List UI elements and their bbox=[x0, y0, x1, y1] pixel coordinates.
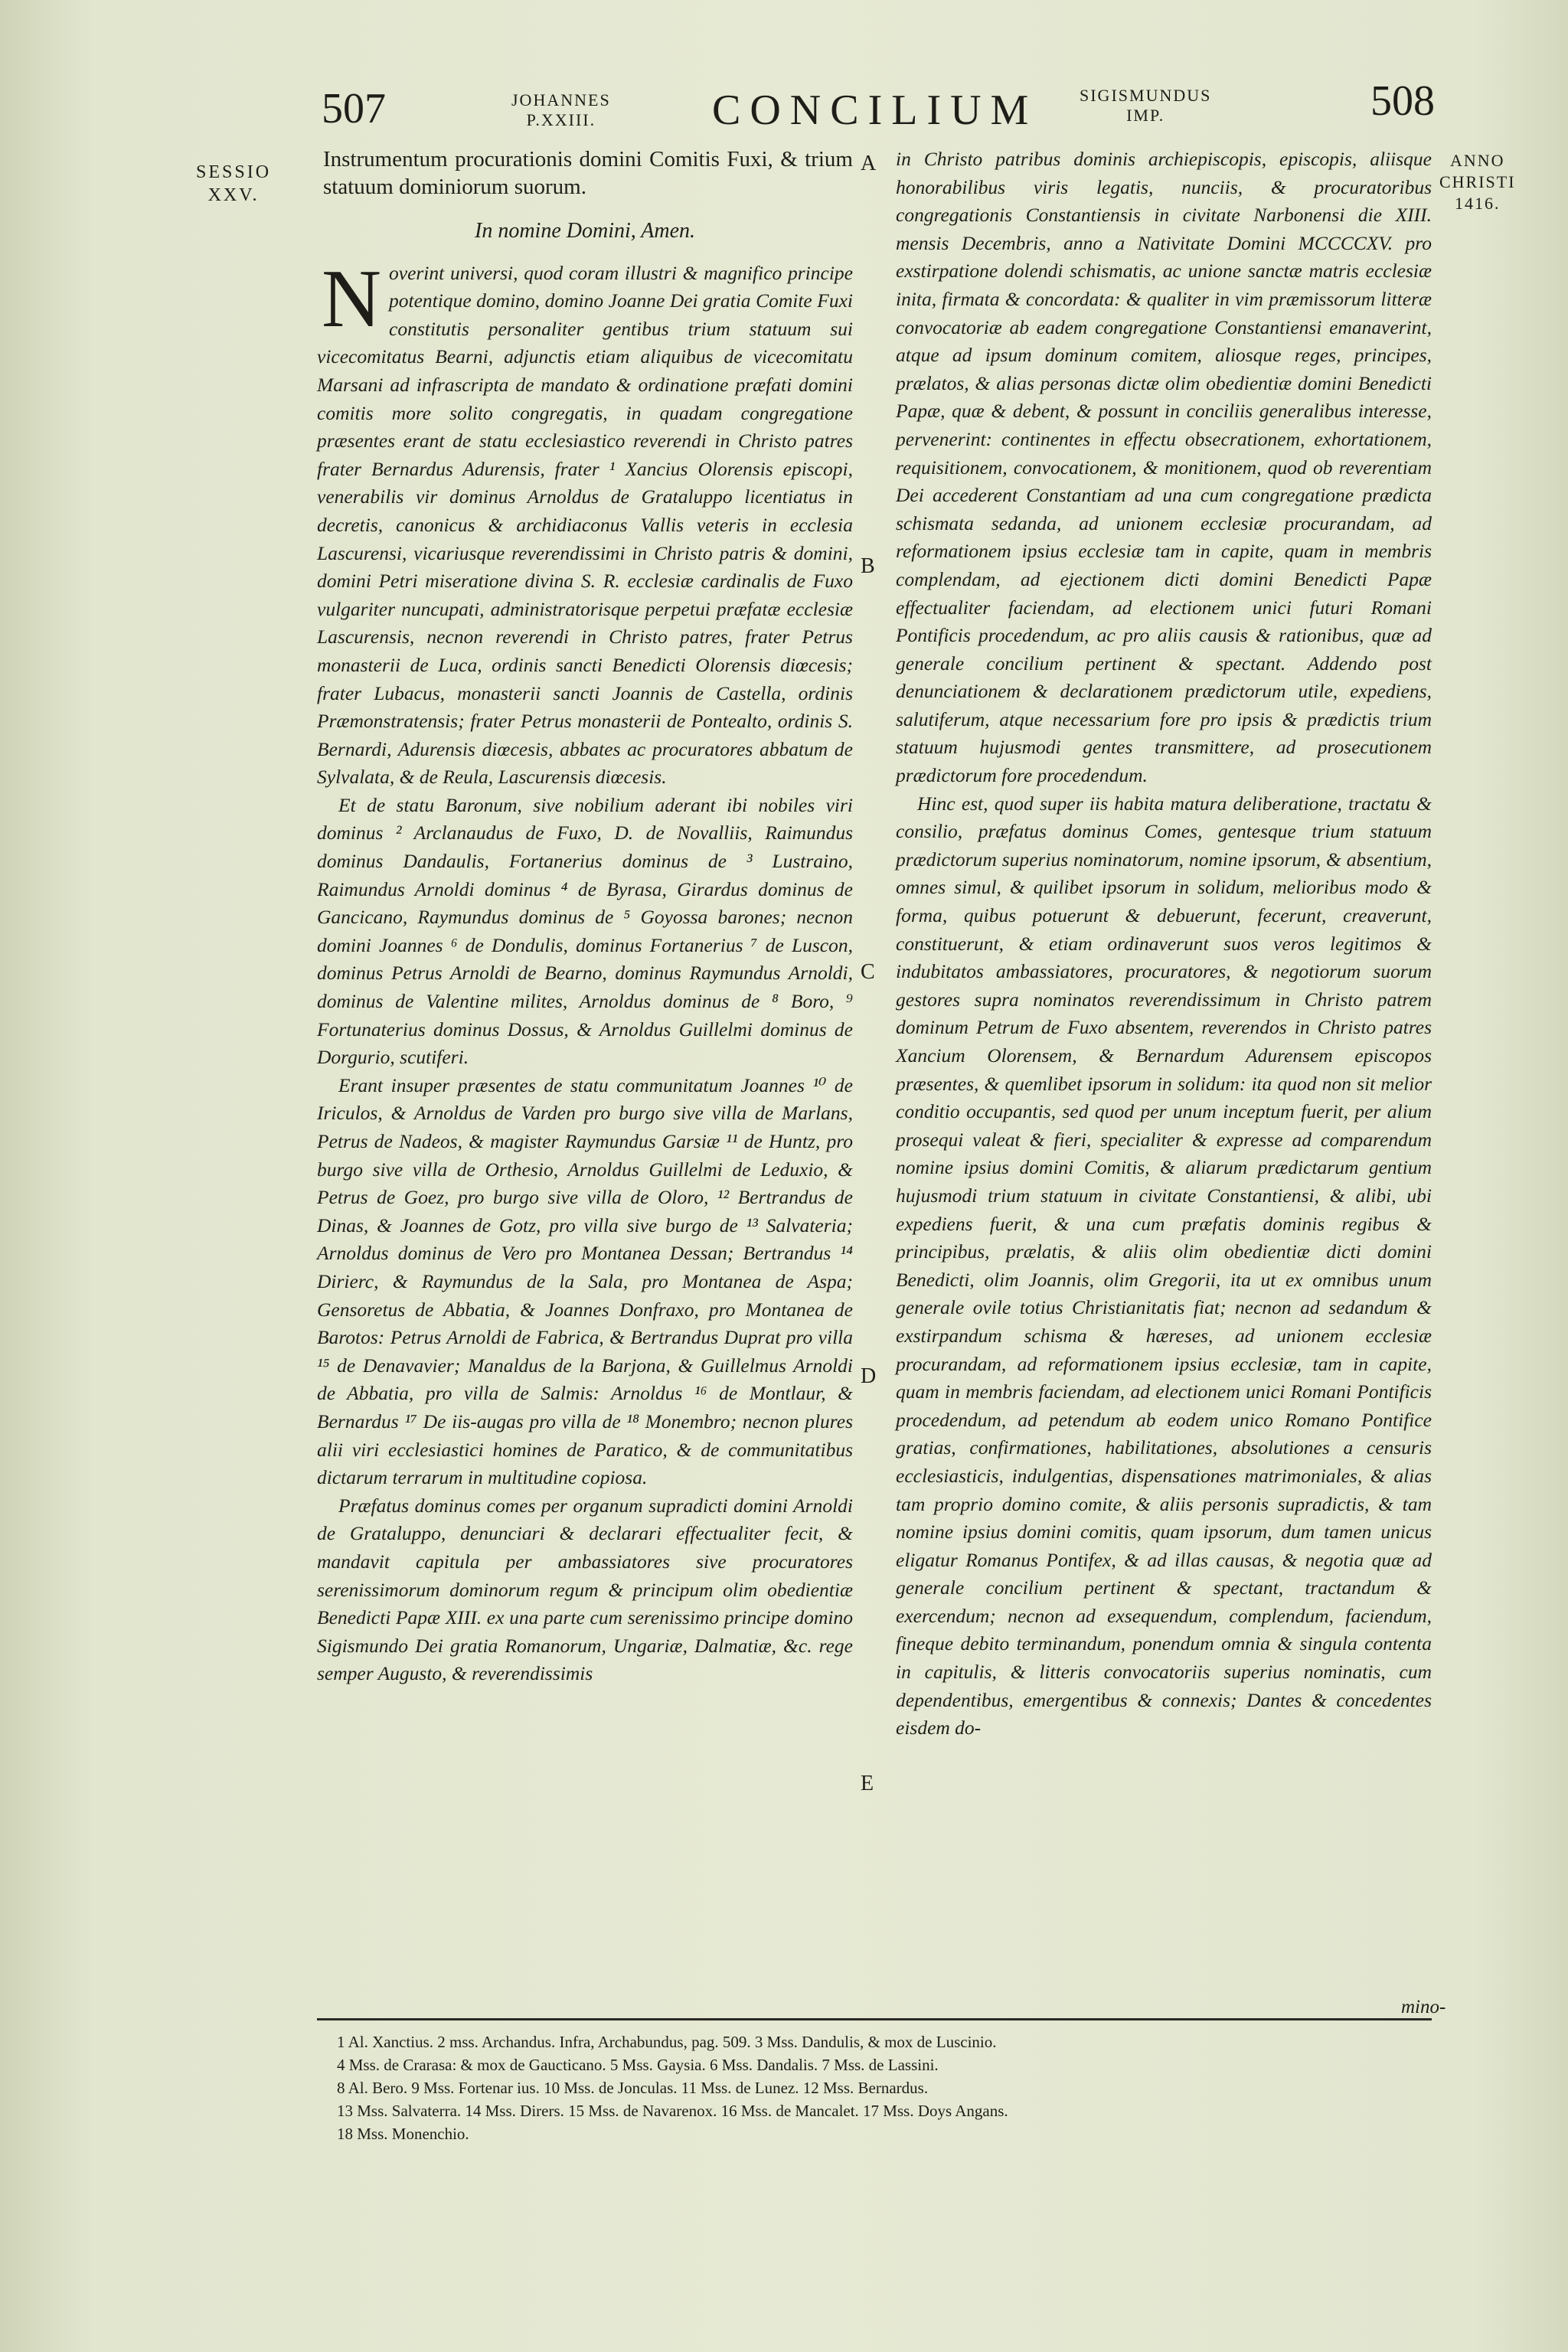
right-text-column bbox=[896, 145, 1432, 1743]
session-number: XXV. bbox=[207, 185, 260, 205]
document-title: Instrumentum procurationis domini Comitis Fuxi, & trium statuum dominiorum suorum. bbox=[323, 147, 853, 199]
footnote-line: 1 Al. Xanctius. 2 mss. Archandus. Infra, Archabundus, pag. 509. 3 Mss. Dandulis, & mox de Luscinio. bbox=[337, 2033, 997, 2051]
page-number-right: 508 bbox=[1370, 77, 1435, 125]
footnote-divider bbox=[317, 2018, 1432, 2020]
running-head-emperor bbox=[1080, 86, 1211, 126]
paragraph-clergy-text: overint universi, quod coram illustri & magnifico principe potentique domino, domino Joanne Dei gratia Comite Fuxi constitutis personaliter gentibus trium statuum sui vicecomitatus Bearni, adjunctis etiam aliquibus de vicecomitatu Marsani ad infrascripta de mandato & ordinatione præfati domini comitis more solito congregatis, in quadam congregatione præsentes erant de statu ecclesiastico reverendi in Christo patres frater Bernardus Adurensis, frater ¹ Xancius Olorensis episcopi, venerabilis vir dominus Arnoldus de Grataluppo licentiatus in decretis, canonicus & archidiaconus Vallis veteris in ecclesia Lascurensi, vicariusque reverendissimi in Christo patris & domini, domini Petri miseratione divina S. R. ecclesiæ cardinalis de Fuxo vulgariter nuncupati, administratorisque perpetui præfatæ ecclesiæ Lascurensis, necnon reverendi in Christo patres, frater Petrus monasterii de Luca, ordinis sancti Benedicti Olorensis diœcesis; frater Lubacus, monasterii sancti Joannis de Castella, ordinis Præmonstratensis; frater Petrus monasterii de Pontealto, ordinis S. Bernardi, Adurensis diœcesis, abbates ac procuratores abbatum de Sylvalata, & de Reula, Lascurensis diœcesis. bbox=[317, 261, 853, 789]
section-letter-e: E bbox=[861, 1772, 874, 1795]
drop-capital: N bbox=[322, 253, 381, 345]
footnote-line: 18 Mss. Monenchio. bbox=[337, 2125, 469, 2143]
christi-label: CHRISTI bbox=[1439, 172, 1516, 191]
footnote-line: 4 Mss. de Crarasa: & mox de Gaucticano. 5 Mss. Gaysia. 6 Mss. Dandalis. 7 Mss. de Lassini. bbox=[337, 2056, 939, 2074]
paragraph-communities: Erant insuper præsentes de statu communitatum Joannes ¹⁰ de Iriculos, & Arnoldus de Varden pro burgo sive villa de Marlans, Petrus de Nadeos, & magister Raymundus Garsiæ ¹¹ de Huntz, pro burgo sive villa de Orthesio, Arnoldus Guillelmi de Leduxio, & Petrus de Goez, pro burgo sive villa de Oloro, ¹² Bertrandus de Dinas, & Joannes de Gotz, pro villa sive burgo de ¹³ Salvateria; Arnoldus dominus de Vero pro Montanea Dessan; Bertrandus ¹⁴ Dirierc, & Raymundus de la Sala, pro Montanea de Aspa; Gensoretus de Abbatia, & Joannes Donfraxo, pro Montanea de Barotos: Petrus Arnoldi de Fabrica, & Bertrandus Duprat pro villa ¹⁵ de Denavavier; Manaldus de la Barjona, & Guillelmus Arnoldi de Abbatia, pro villa de Salmis: Arnoldus ¹⁶ de Montlaur, & Bernardus ¹⁷ De iis-augas pro villa de ¹⁸ Monembro; necnon plures alii viri ecclesiastici homines de Paratico, & de communitatibus dictarum terrarum in multitudine copiosa. bbox=[317, 1073, 853, 1489]
section-letter-c: C bbox=[861, 960, 875, 984]
year-marginal-note bbox=[1439, 150, 1516, 214]
year-value: 1416. bbox=[1455, 194, 1501, 213]
footnote-line: 13 Mss. Salvaterra. 14 Mss. Dirers. 15 Mss. de Navarenox. 16 Mss. de Mancalet. 17 Mss. Doys Angans. bbox=[337, 2102, 1008, 2120]
footnote-line: 8 Al. Bero. 9 Mss. Fortenar ius. 10 Mss. de Jonculas. 11 Mss. de Lunez. 12 Mss. Bernardus. bbox=[337, 2079, 929, 2097]
running-head-pope bbox=[511, 90, 611, 130]
running-head-pope-name: JOHANNES bbox=[511, 90, 611, 109]
session-label: SESSIO bbox=[196, 162, 272, 182]
running-head-emperor-title: IMP. bbox=[1126, 106, 1165, 125]
invocation-heading: In nomine Domini, Amen. bbox=[475, 219, 695, 243]
footnotes bbox=[337, 2030, 1439, 2145]
paragraph-barons: Et de statu Baronum, sive nobilium aderant ibi nobiles viri dominus ² Arclanaudus de Fuxo, D. de Novalliis, Raimundus dominus Dandaulis, Fortanerius dominus de ³ Lustraino, Raimundus Arnoldi dominus ⁴ de Byrasa, Girardus dominus de Gancicano, Raymundus dominus de ⁵ Goyossa barones; necnon domini Joannes ⁶ de Dondulis, dominus Fortanerius ⁷ de Luscon, dominus Petrus Arnoldi de Bearno, dominus Raymundus Arnoldi, dominus de Valentine milites, Arnoldus dominus de ⁸ Boro, ⁹ Fortunaterius dominus Dossus, & Arnoldus Guillelmi dominus de Dorgurio, scutiferi. bbox=[317, 793, 853, 1069]
session-marginal-note bbox=[196, 161, 271, 207]
anno-label: ANNO bbox=[1450, 151, 1505, 170]
page-title: CONCILIUM bbox=[712, 87, 1038, 134]
paragraph-appointment: Hinc est, quod super iis habita matura deliberatione, tractatu & consilio, præfatus dominus Comes, gentesque trium statuum prædictorum superius nominatorum, nomine ipsorum, & absentium, omnes simul, & quilibet ipsorum in solidum, melioribus modo & forma, quibus potuerunt & debuerunt, fecerunt, creaverunt, constituerunt, & etiam ordinaverunt suos veros legitimos & indubitatos ambassiatores, procuratores, & negotiorum suorum gestores supra nominatos reverendissimum in Christo patrem dominum Petrum de Fuxo absentem, reverendos in Christo patres Xancium Olorensem, & Bernardum Adurensem episcopos præsentes, & quemlibet ipsorum in solidum: ita quod non sit melior conditio occupantis, sed quod per unum inceptum fuerit, per alium prosequi valeat & fieri, specialiter & expresse ad comparendum nomine ipsius domini Comitis, & aliarum prædictarum gentium hujusmodi trium statuum in civitate Constantiensi, & alibi, ubi expediens fuerit, & una cum præfatis dominis regibus & principibus, prælatis, & aliis olim obedientiæ dicti domini Benedicti, olim Joannis, olim Gregorii, ita ut ex omnibus unum generale ovile totius Christianitatis fiat; necnon ad sedandum & exstirpandum schisma & hæreses, ad unionem ecclesiæ procurandam, ad reformationem ipsius ecclesiæ, tam in capite, quam in membris faciendam, ad electionem unici Romani Pontificis procedendum, ad petendum ab eodem unico Romano Pontifice gratias, confirmationes, habilitationes, absolutiones a censuris ecclesiasticis, indulgentias, dispensationes matrimoniales, & alias tam proprio domino comite, & aliis personis supradictis, & tam nomine ipsius domini comitis, quam ipsorum, dum tamen unicus eligatur Romanus Pontifex, & ad illas causas, & negotia quæ ad generale concilium pertinent & spectant, tractandum & exercendum; necnon ad exsequendum, complendum, faciendum, fineque debito terminandum, ponendum omnia & singula contenta in capitulis, & litteris convocatoriis superius nominatis, cum dependentibus, emergentibus & connexis; Dantes & concedentes eisdem do- bbox=[896, 792, 1432, 1740]
section-letter-a: A bbox=[861, 152, 877, 175]
running-head-pope-number: P.XXIII. bbox=[526, 110, 596, 129]
paragraph-declaration: Præfatus dominus comes per organum supradicti domini Arnoldi de Grataluppo, denunciari & declarari effectualiter fecit, & mandavit capitula per ambassiatores sive procuratores serenissimorum dominorum regum & principum olim obedientiæ Benedicti Papæ XIII. ex una parte cum serenissimo principe domino Sigismundo Dei gratia Romanorum, Ungariæ, Dalmatiæ, &c. rege semper Augusto, & reverendissimis bbox=[317, 1494, 853, 1685]
section-letter-d: D bbox=[861, 1364, 877, 1388]
running-head-emperor-name: SIGISMUNDUS bbox=[1080, 86, 1212, 105]
catchword: mino- bbox=[1401, 1997, 1446, 2017]
section-letter-b: B bbox=[861, 554, 875, 578]
paragraph-convocation: in Christo patribus dominis archiepiscopis, episcopis, aliisque honorabilibus viris legatis, nunciis, & procuratoribus congregationis Constantiensis in civitate Narbonensi die XIII. mensis Decembris, anno a Nativitate Domini MCCCCXV. pro exstirpatione dolendi schismatis, ac unione sanctæ matris ecclesiæ inita, firmata & concordata: & qualiter in vim præmissorum litteræ convocatoriæ ab eadem congregatione Constantiensi emanaverint, atque ad ipsum dominum comitem, aliosque reges, principes, prælatos, & alias personas dictæ olim obedientiæ domini Benedicti Papæ, quæ & debent, & possunt in conciliis generalibus interesse, pervenerint: continentes in effectu obsecrationem, exhortationem, requisitionem, convocationem, & monitionem, quod ob reverentiam Dei accederent Constantiam ad una cum congregatione prædicta schismata sedanda, ad unionem ecclesiæ procurandam, ad reformationem ipsius ecclesiæ tam in capite, quam in membris complendam, ad ejectionem dicti domini Benedicti Papæ effectualiter faciendam, ad electionem unici futuri Romani Pontificis procedendum, ac pro aliis causis & rationibus, quæ ad generale concilium pertinent & spectant. Addendo post denunciationem & declarationem prædictorum utile, expediens, salutiferum, atque necessarium fore pro ipsis & prædictis trium statuum hujusmodi gentes transmittere, ad prosecutionem prædictorum fore procedendum. bbox=[896, 148, 1432, 787]
left-text-column bbox=[317, 145, 853, 1688]
page-number-left: 507 bbox=[322, 85, 386, 132]
paragraph-clergy bbox=[317, 253, 853, 792]
